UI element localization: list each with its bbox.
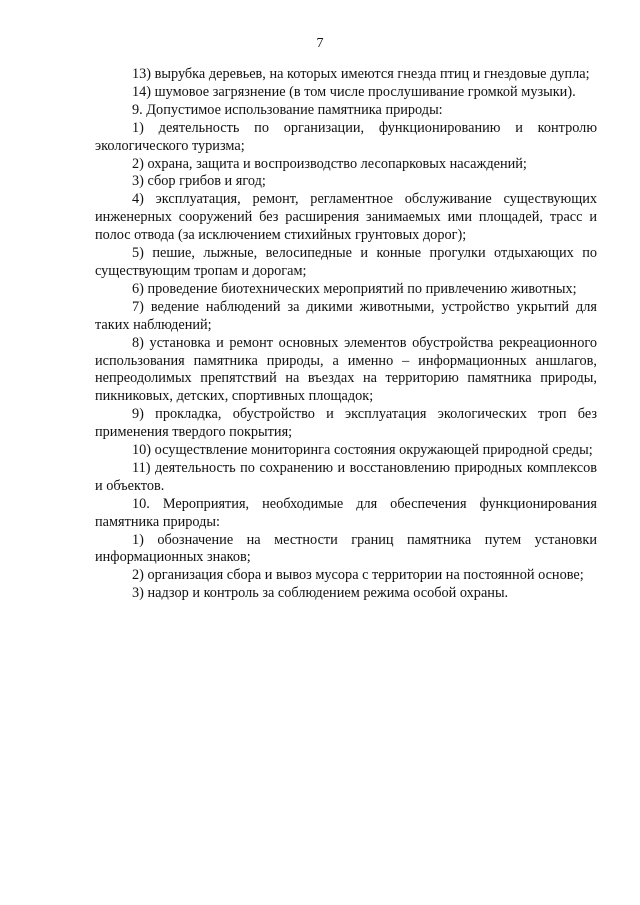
- section-9-item-3: 3) сбор грибов и ягод;: [132, 173, 266, 190]
- list-item-13: 13) вырубка деревьев, на которых имеются гнезда птиц и гнездовые дупла;: [132, 66, 590, 82]
- section-9-item-5: 5) пешие, лыжные, велосипедные и конные прогулки отдыхающих по существующим тропам и дорогам;: [95, 245, 597, 279]
- section-9-heading: 9. Допустимое использование памятника природы:: [132, 101, 443, 118]
- list-item-14: 14) шумовое загрязнение (в том числе прослушивание громкой музыки).: [132, 83, 576, 100]
- section-10-heading: 10. Мероприятия, необходимые для обеспечения функционирования памятника природы:: [95, 495, 597, 530]
- section-9-item-9: 9) прокладка, обустройство и эксплуатация экологических троп без применения твердого покрытия;: [95, 406, 597, 441]
- section-9-item-11: 11) деятельность по сохранению и восстановлению природных комплексов и объектов.: [95, 459, 597, 494]
- page-number: 7: [316, 36, 324, 51]
- section-9-item-4: 4) эксплуатация, ремонт, регламентное обслуживание существующих инженерных сооружений без расширения занимаемых ими площадей, трасс и полос отвода (за исключением стихийных грунтовых дорог);: [95, 191, 597, 244]
- document-body: [95, 66, 597, 603]
- section-9-item-1: 1) деятельность по организации, функционированию и контролю экологического туризма;: [95, 119, 597, 154]
- section-9-item-8: 8) установка и ремонт основных элементов обустройства рекреационного использования памятника природы, а именно – информационных аншлагов, непреодолимых препятствий на въездах на территорию памятника природы, пикниковых, детских, спортивных площадок;: [95, 334, 597, 405]
- section-9-item-10: 10) осуществление мониторинга состояния окружающей природной среды;: [132, 442, 593, 459]
- section-9-item-7: 7) ведение наблюдений за дикими животными, устройство укрытий для таких наблюдений;: [95, 298, 597, 333]
- section-10-item-1: 1) обозначение на местности границ памятника путем установки информационных знаков;: [95, 531, 597, 566]
- section-10-item-2: 2) организация сбора и вывоз мусора с территории на постоянной основе;: [132, 567, 584, 584]
- section-10-item-3: 3) надзор и контроль за соблюдением режима особой охраны.: [132, 585, 509, 602]
- section-9-item-6: 6) проведение биотехнических мероприятий по привлечению животных;: [132, 280, 577, 297]
- section-9-item-2: 2) охрана, защита и воспроизводство лесопарковых насаждений;: [132, 155, 527, 172]
